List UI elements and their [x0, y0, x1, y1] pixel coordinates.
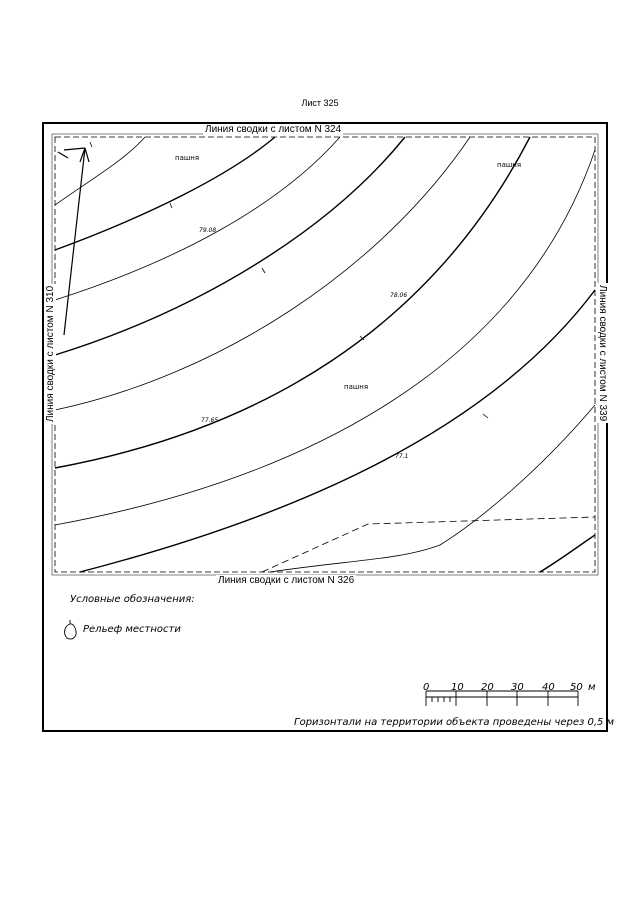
edge-label-top: Линия сводки с листом N 324	[205, 124, 342, 135]
scale-tick-label: 40	[542, 682, 555, 693]
edge-label-right: Линия сводки с листом N 339	[597, 285, 608, 422]
scale-unit: м	[588, 682, 596, 693]
map-frame	[42, 122, 608, 732]
scale-tick-label: 10	[451, 682, 464, 693]
elevation-label: 78.06	[390, 292, 408, 299]
scale-tick-label: 50	[570, 682, 583, 693]
scale-tick-label: 30	[511, 682, 524, 693]
edge-label-bottom: Линия сводки с листом N 326	[218, 575, 355, 586]
edge-label-left: Линия сводки с листом N 310	[45, 285, 56, 422]
sheet-title: Лист 325	[301, 98, 339, 108]
contour-interval-note: Горизонтали на территории объекта проведены через 0,5 м	[294, 717, 615, 728]
scale-tick-label: 0	[423, 682, 430, 693]
land-label: пашня	[497, 161, 522, 169]
elevation-label: 77.1	[395, 453, 409, 460]
legend-heading: Условные обозначения:	[70, 594, 195, 605]
elevation-label: 77.65	[201, 417, 219, 424]
land-label: пашня	[344, 383, 369, 391]
elevation-label: 79.08	[199, 227, 217, 234]
land-label: пашня	[175, 154, 200, 162]
legend-item-label: Рельеф местности	[83, 624, 181, 635]
scale-tick-label: 20	[481, 682, 494, 693]
